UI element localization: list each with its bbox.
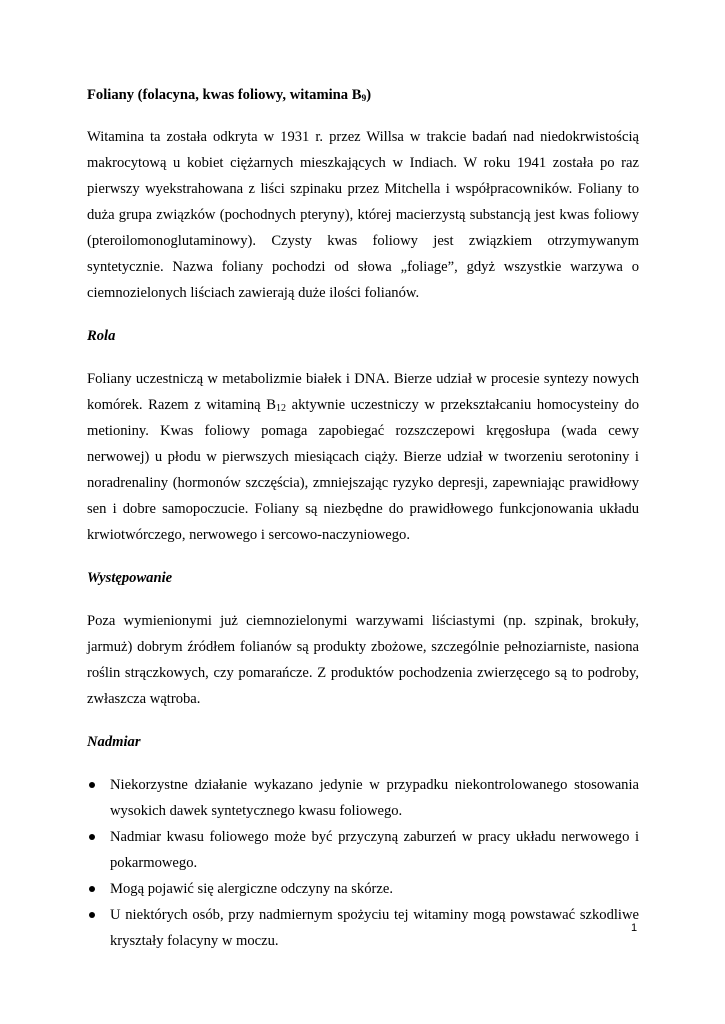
document-page (87, 82, 639, 954)
section-heading-rola: Rola (87, 328, 116, 344)
section-heading-nadmiar: Nadmiar (87, 734, 141, 750)
spacer (87, 548, 639, 565)
rola-text-before: Foliany uczestniczą w metabolizmie białek i DNA. Bierze udział w procesie syntezy nowych komórek. Razem z witaminą B (87, 371, 639, 413)
title-subscript: 9 (361, 94, 367, 104)
page-number: 1 (631, 922, 638, 934)
document-title (87, 82, 639, 108)
nadmiar-list (87, 772, 639, 954)
list-item (87, 824, 639, 876)
section-heading-wystepowanie: Występowanie (87, 570, 173, 586)
title-main: Foliany (folacyna, kwas foliowy, witamina B (87, 87, 362, 103)
rola-subscript: 12 (276, 403, 287, 414)
wystepowanie-paragraph: Poza wymienionymi już ciemnozielonymi warzywami liściastymi (np. szpinak, brokuły, jarmuż) dobrym źródłem folianów są produkty zbożowe, szczególnie pełnoziarniste, nasiona roślin strączkowych, czy pomarańcze. Z produktów pochodzenia zwierzęcego są to podroby, zwłaszcza wątroba. (87, 613, 639, 707)
bullet-icon (89, 912, 95, 918)
spacer (87, 306, 639, 323)
rola-text-after: aktywnie uczestniczy w przekształcaniu homocysteiny do metioniny. Kwas foliowy pomaga zapobiegać rozszczepowi kręgosłupa (wada cewy nerwowej) u płodu w pierwszych miesiącach ciąży. Bierze udział w tworzeniu serotoniny i noradrenaliny (hormonów szczęścia), zmniejszając ryzyko depresji, zapewniając prawidłowy sen i dobre samopoczucie. Foliany są niezbędne do prawidłowego funkcjonowania układu krwiotwórczego, nerwowego i sercowo-naczyniowego. (87, 397, 640, 543)
spacer (87, 349, 639, 366)
bullet-icon (89, 886, 95, 892)
list-item-text: U niektórych osób, przy nadmiernym spożyciu tej witaminy mogą powstawać szkodliwe kryształy folacyny w moczu. (110, 907, 639, 949)
intro-paragraph: Witamina ta została odkryta w 1931 r. przez Willsa w trakcie badań nad niedokrwistością makrocytową u kobiet ciężarnych mieszkających w Indiach. W roku 1941 została po raz pierwszy wyekstrahowana z liści szpinaku przez Mitchella i współpracowników. Foliany to duża grupa związków (pochodnych pteryny), której macierzystą substancją jest kwas foliowy (pteroilomonoglutaminowy). Czysty kwas foliowy jest związkiem otrzymywanym syntetycznie. Nazwa foliany pochodzi od słowa „foliage”, gdyż wszystkie warzywa o ciemnozielonych liściach zawierają duże ilości folianów. (87, 129, 639, 301)
list-item-text: Nadmiar kwasu foliowego może być przyczyną zaburzeń w pracy układu nerwowego i pokarmowego. (110, 829, 639, 871)
rola-paragraph (87, 366, 639, 548)
list-item-text: Mogą pojawić się alergiczne odczyny na skórze. (110, 881, 393, 897)
spacer (87, 755, 639, 772)
list-item-text: Niekorzystne działanie wykazano jedynie w przypadku niekontrolowanego stosowania wysokich dawek syntetycznego kwasu foliowego. (110, 777, 639, 819)
title-close: ) (366, 87, 372, 103)
list-item (87, 876, 639, 902)
spacer (87, 591, 639, 608)
list-item (87, 902, 639, 954)
bullet-icon (89, 782, 95, 788)
list-item (87, 772, 639, 824)
spacer (87, 712, 639, 729)
bullet-icon (89, 834, 95, 840)
